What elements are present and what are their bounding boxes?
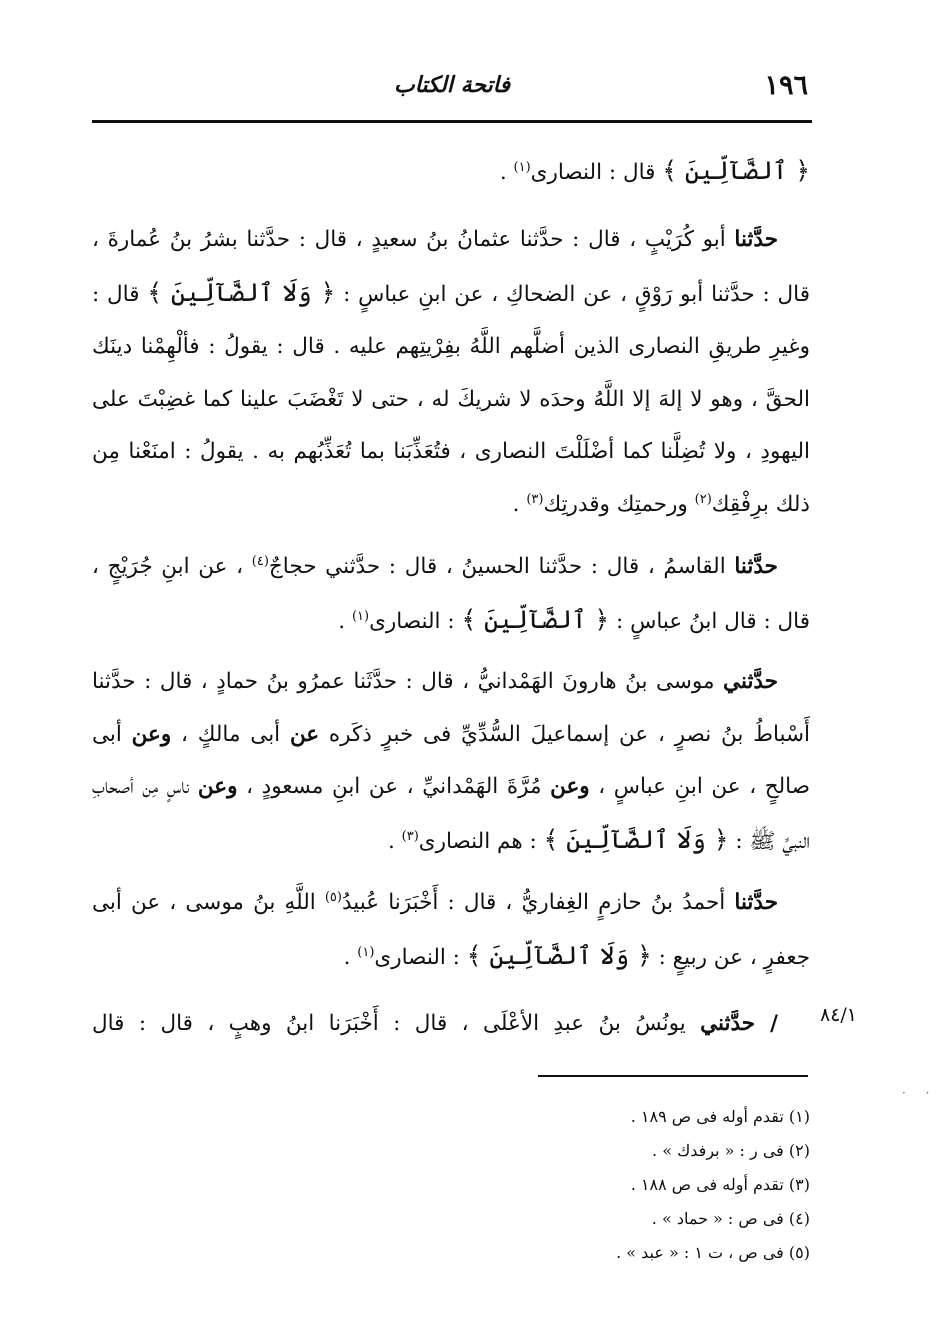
hadith-lead: حدَّثني xyxy=(700,1011,756,1036)
bold-word: وعن xyxy=(197,774,238,799)
text: يونُسُ بنُ عبدِ الأعْلَى ، قال : أَخْبَرَنا ابنُ وهبٍ ، قال : قال xyxy=(92,1011,701,1036)
running-title: فاتحة الكتاب xyxy=(393,72,510,98)
paragraph-3 xyxy=(92,656,810,868)
footnote: (٣) تقدم أوله فى ص ١٨٨ . xyxy=(630,1175,810,1194)
text: مُرَّةَ الهَمْدانيِّ ، عن ابنِ مسعودٍ ، xyxy=(237,774,551,799)
scan-speckles: · · xyxy=(902,1086,938,1100)
text: أحمدُ بنُ حازمٍ الغِفاريُّ ، قال : أَخْبَرَنا عُبيدُ xyxy=(341,890,735,915)
paragraph-1 xyxy=(92,214,810,531)
text: قال : وغيرِ طريقِ النصارى الذين أضلَّهم اللَّهُ بفِرْيتِهم عليه . قال : يقولُ : فألْهِمْنا دينَك الحقَّ ، وهو لا إلهَ إلا اللَّهُ وحدَه لا شريكَ له ، حتى لا تَغْضَبَ علينا كما غضِبْتَ على اليهودِ ، ولا تُضِلَّنا كما أضْلَلْتَ النصارى ، فتُعَذِّبَنا بما تُعَذِّبُهم به . يقولُ : امنَعْنا مِن ذلك برِفْقِك xyxy=(92,281,810,517)
footnote-rule xyxy=(538,1075,808,1077)
header-rule xyxy=(92,120,812,123)
quran-quote: ﴿ وَلَا ٱلضَّآلِّينَ ﴾ xyxy=(147,277,336,307)
footnote-ref: (٣) xyxy=(401,828,419,844)
quran-quote: ﴿ وَلَا ٱلضَّآلِّينَ ﴾ xyxy=(466,940,652,970)
footnote-ref: (٣) xyxy=(526,491,544,507)
bold-word: وعن xyxy=(550,774,590,799)
text: أبو كُرَيْبٍ ، قال : حدَّثنا عثمانُ بنُ سعيدٍ ، قال : حدَّثنا بشرُ بنُ عُمارةَ ، قال : حدَّثنا أبو رَوْقٍ ، عن الضحاكِ ، عن ابنِ عباسٍ : xyxy=(92,227,810,307)
footnotes xyxy=(616,1100,810,1270)
margin-page-reference: ٨٤/١ xyxy=(820,1004,858,1026)
paragraph-2 xyxy=(92,541,810,648)
footnote-ref: (٤) xyxy=(251,553,269,569)
text: : هم النصارى xyxy=(418,828,544,854)
page-number: ١٩٦ xyxy=(764,70,808,101)
bold-word: وعن xyxy=(131,721,172,747)
footnote-ref: (١) xyxy=(357,944,375,960)
footnote: (٥) فى ص ، ت ١ : « عبد » . xyxy=(616,1243,810,1262)
page-header xyxy=(92,66,812,112)
hadith-lead: حدَّثنا xyxy=(734,227,778,252)
text: . xyxy=(512,491,527,517)
text: . xyxy=(338,608,352,634)
text: . xyxy=(343,944,358,970)
page-break-marker: / xyxy=(755,1011,778,1036)
text: . xyxy=(499,160,514,185)
text: القاسمُ ، قال : حدَّثنا الحسينُ ، قال : حدَّثني حجاجٌ xyxy=(268,554,735,579)
quran-quote: ﴿ وَلَا ٱلضَّآلِّينَ ﴾ xyxy=(543,824,729,854)
text: : النصارى xyxy=(369,608,462,634)
hadith-lead: حدَّثنا xyxy=(734,890,778,915)
text: ناسٍ مِن أصحابِ النبيِّ ﷺ : xyxy=(92,774,810,854)
text: اللَّهِ بنُ موسى ، عن أبى جعفرٍ ، عن ربيعٍ : xyxy=(92,890,810,970)
footnote: (٤) فى ص : « حماد » . xyxy=(651,1209,810,1228)
text: قال : النصارى xyxy=(530,160,663,185)
text: موسى بنُ هارونَ الهَمْدانيُّ ، قال : حدَّثَنا عمرُو بنُ حمادٍ ، قال : حدَّثنا أَسْباطُ بنُ نصرٍ ، عن إسماعيلَ السُّدِّيِّ فى خبرٍ ذكَره xyxy=(92,669,810,747)
text: . xyxy=(387,828,402,854)
footnote-ref: (٥) xyxy=(324,889,342,905)
text: أبى صالحٍ ، عن ابنِ عباسٍ ، xyxy=(92,721,810,799)
quran-quote: ﴿ ٱلضَّآلِّينَ ﴾ xyxy=(662,156,810,185)
hadith-lead: حدَّثني xyxy=(723,669,778,694)
paragraph-5 xyxy=(92,998,810,1051)
hadith-lead: حدَّثنا xyxy=(734,554,778,579)
paragraph-0 xyxy=(92,145,810,200)
footnote: (٢) فى ر : « برفدك » . xyxy=(652,1141,810,1160)
footnote-ref: (١) xyxy=(351,608,370,624)
footnote-ref: (١) xyxy=(513,159,531,175)
footnote-ref: (٢) xyxy=(694,491,712,507)
quran-quote: ﴿ ٱلضَّآلِّينَ ﴾ xyxy=(461,604,610,634)
text: ورحمتِك وقدرتِك xyxy=(543,491,695,517)
bold-word: عن xyxy=(289,721,320,747)
text: ، عن ابنِ جُرَيْجٍ ، قال : قال ابنُ عباسٍ : xyxy=(92,554,810,634)
paragraph-4 xyxy=(92,877,810,984)
footnote: (١) تقدم أوله فى ص ١٨٩ . xyxy=(630,1107,810,1126)
text: أبى مالكٍ ، xyxy=(171,721,290,747)
text: : النصارى xyxy=(374,944,467,970)
